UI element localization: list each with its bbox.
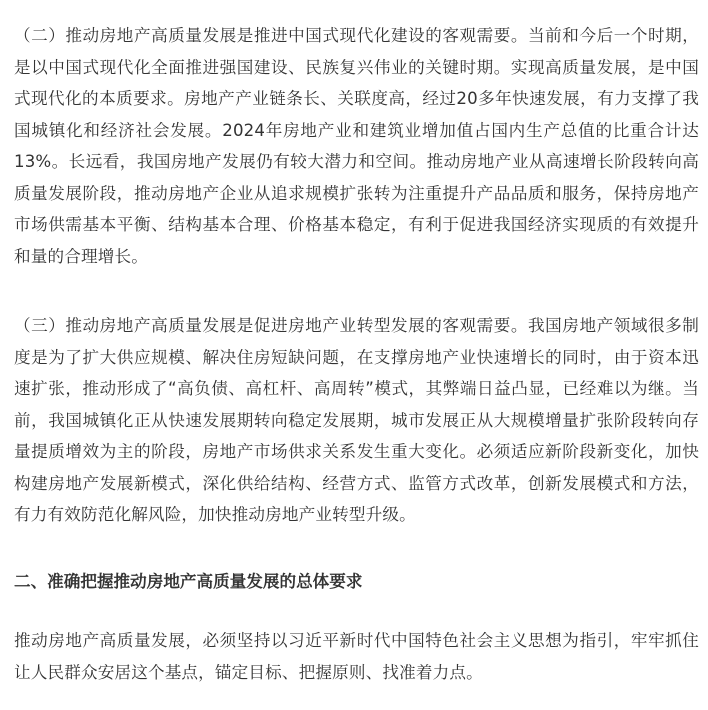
- paragraph-general-requirements: 推动房地产高质量发展，必须坚持以习近平新时代中国特色社会主义思想为指引，牢牢抓住让人民群众安居这个基点，锚定目标、把握原则、找准着力点。: [14, 631, 699, 682]
- section-heading: 二、准确把握推动房地产高质量发展的总体要求: [14, 572, 363, 591]
- paragraph-housing-modernization: （二）推动房地产高质量发展是推进中国式现代化建设的客观需要。当前和今后一个时期，是以中国式现代化全面推进强国建设、民族复兴伟业的关键时期。实现高质量发展，是中国式现代化的本质要求。房地产产业链条长、关联度高，经过20多年快速发展，有力支撑了我国城镇化和经济社会发展。2024年房地产业和建筑业增加值占国内生产总值的比重合计达13%。长远看，我国房地产发展仍有较大潜力和空间。推动房地产业从高速增长阶段转向高质量发展阶段，推动房地产企业从追求规模扩张转为注重提升产品品质和服务，保持房地产市场供需基本平衡、结构基本合理、价格基本稳定，有利于促进我国经济实现质的有效提升和量的合理增长。: [14, 26, 699, 266]
- paragraph-industry-transformation: （三）推动房地产高质量发展是促进房地产业转型发展的客观需要。我国房地产领域很多制度是为了扩大供应规模、解决住房短缺问题，在支撑房地产业快速增长的同时，由于资本迅速扩张，推动形成了“高负债、高杠杆、高周转”模式，其弊端日益凸显，已经难以为继。当前，我国城镇化正从快速发展期转向稳定发展期，城市发展正从大规模增量扩张阶段转向存量提质增效为主的阶段，房地产市场供求关系发生重大变化。必须适应新阶段新变化，加快构建房地产发展新模式，深化供给结构、经营方式、监管方式改革，创新发展模式和方法，有力有效防范化解风险，加快推动房地产业转型升级。: [14, 316, 699, 524]
